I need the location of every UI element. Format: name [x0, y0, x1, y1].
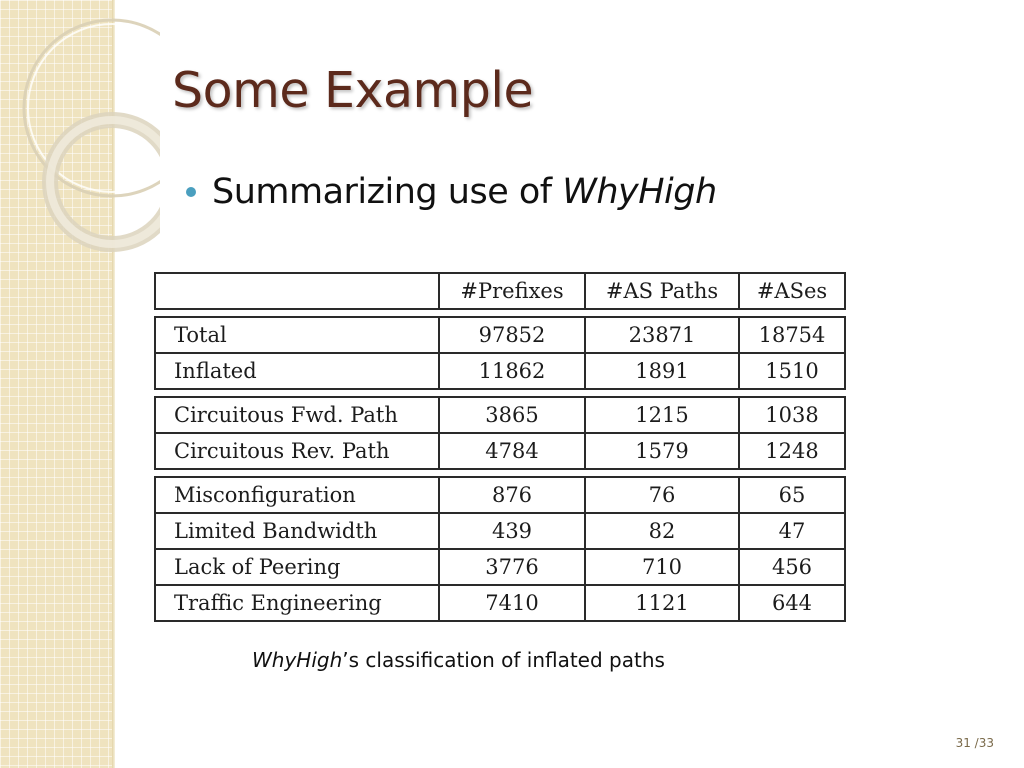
table-cell: #AS Paths [584, 274, 738, 308]
table-cell: 1891 [584, 354, 738, 388]
table-cell: #Prefixes [438, 274, 584, 308]
table-header-row [156, 274, 844, 308]
decorative-rings [0, 0, 160, 330]
bullet-text-emphasis: WhyHigh [562, 172, 717, 212]
table-caption [252, 648, 665, 672]
table-cell: #ASes [738, 274, 844, 308]
row-label: Traffic Engineering [174, 591, 382, 615]
table-header-group [154, 272, 846, 310]
table-cell: 1215 [584, 398, 738, 432]
table-row [156, 318, 844, 354]
row-label: Circuitous Fwd. Path [174, 403, 398, 427]
slide-title: Some Example [172, 62, 534, 119]
table-cell: 4784 [438, 434, 584, 468]
row-label: Misconfiguration [174, 483, 356, 507]
table-cell: 876 [438, 478, 584, 512]
table-cell: 76 [584, 478, 738, 512]
table-row [156, 434, 844, 468]
bullet-text [212, 172, 717, 212]
table-row [156, 398, 844, 434]
table-cell: 97852 [438, 318, 584, 352]
row-label: Total [174, 323, 227, 347]
table-cell: 11862 [438, 354, 584, 388]
table-cell: 47 [738, 514, 844, 548]
table-row-group [154, 316, 846, 390]
table-cell: 82 [584, 514, 738, 548]
table-cell: 7410 [438, 586, 584, 620]
table-row-group [154, 476, 846, 622]
table-row [156, 550, 844, 586]
table-cell: 710 [584, 550, 738, 584]
caption-emphasis: WhyHigh [252, 648, 343, 672]
row-label: Inflated [174, 359, 257, 383]
table-cell: 1121 [584, 586, 738, 620]
table-cell: 644 [738, 586, 844, 620]
table-cell: 23871 [584, 318, 738, 352]
results-table [154, 272, 846, 628]
table-row [156, 514, 844, 550]
table-cell: 3865 [438, 398, 584, 432]
row-label: Lack of Peering [174, 555, 341, 579]
row-label [156, 274, 438, 308]
table-cell: 1248 [738, 434, 844, 468]
table-cell: 1579 [584, 434, 738, 468]
table-row-group [154, 396, 846, 470]
bullet-text-prefix: Summarizing use of [212, 172, 563, 212]
table-cell: 1510 [738, 354, 844, 388]
bullet-dot-icon [186, 187, 196, 197]
table-cell: 18754 [738, 318, 844, 352]
caption-text: ’s classification of inflated paths [342, 648, 665, 672]
table-cell: 65 [738, 478, 844, 512]
table-row [156, 478, 844, 514]
bullet-item [186, 172, 717, 212]
table-cell: 456 [738, 550, 844, 584]
table-cell: 3776 [438, 550, 584, 584]
table-cell: 439 [438, 514, 584, 548]
row-label: Limited Bandwidth [174, 519, 378, 543]
table-row [156, 354, 844, 388]
table-row [156, 586, 844, 620]
page-number: 31 /33 [955, 736, 994, 750]
row-label: Circuitous Rev. Path [174, 439, 390, 463]
table-cell: 1038 [738, 398, 844, 432]
